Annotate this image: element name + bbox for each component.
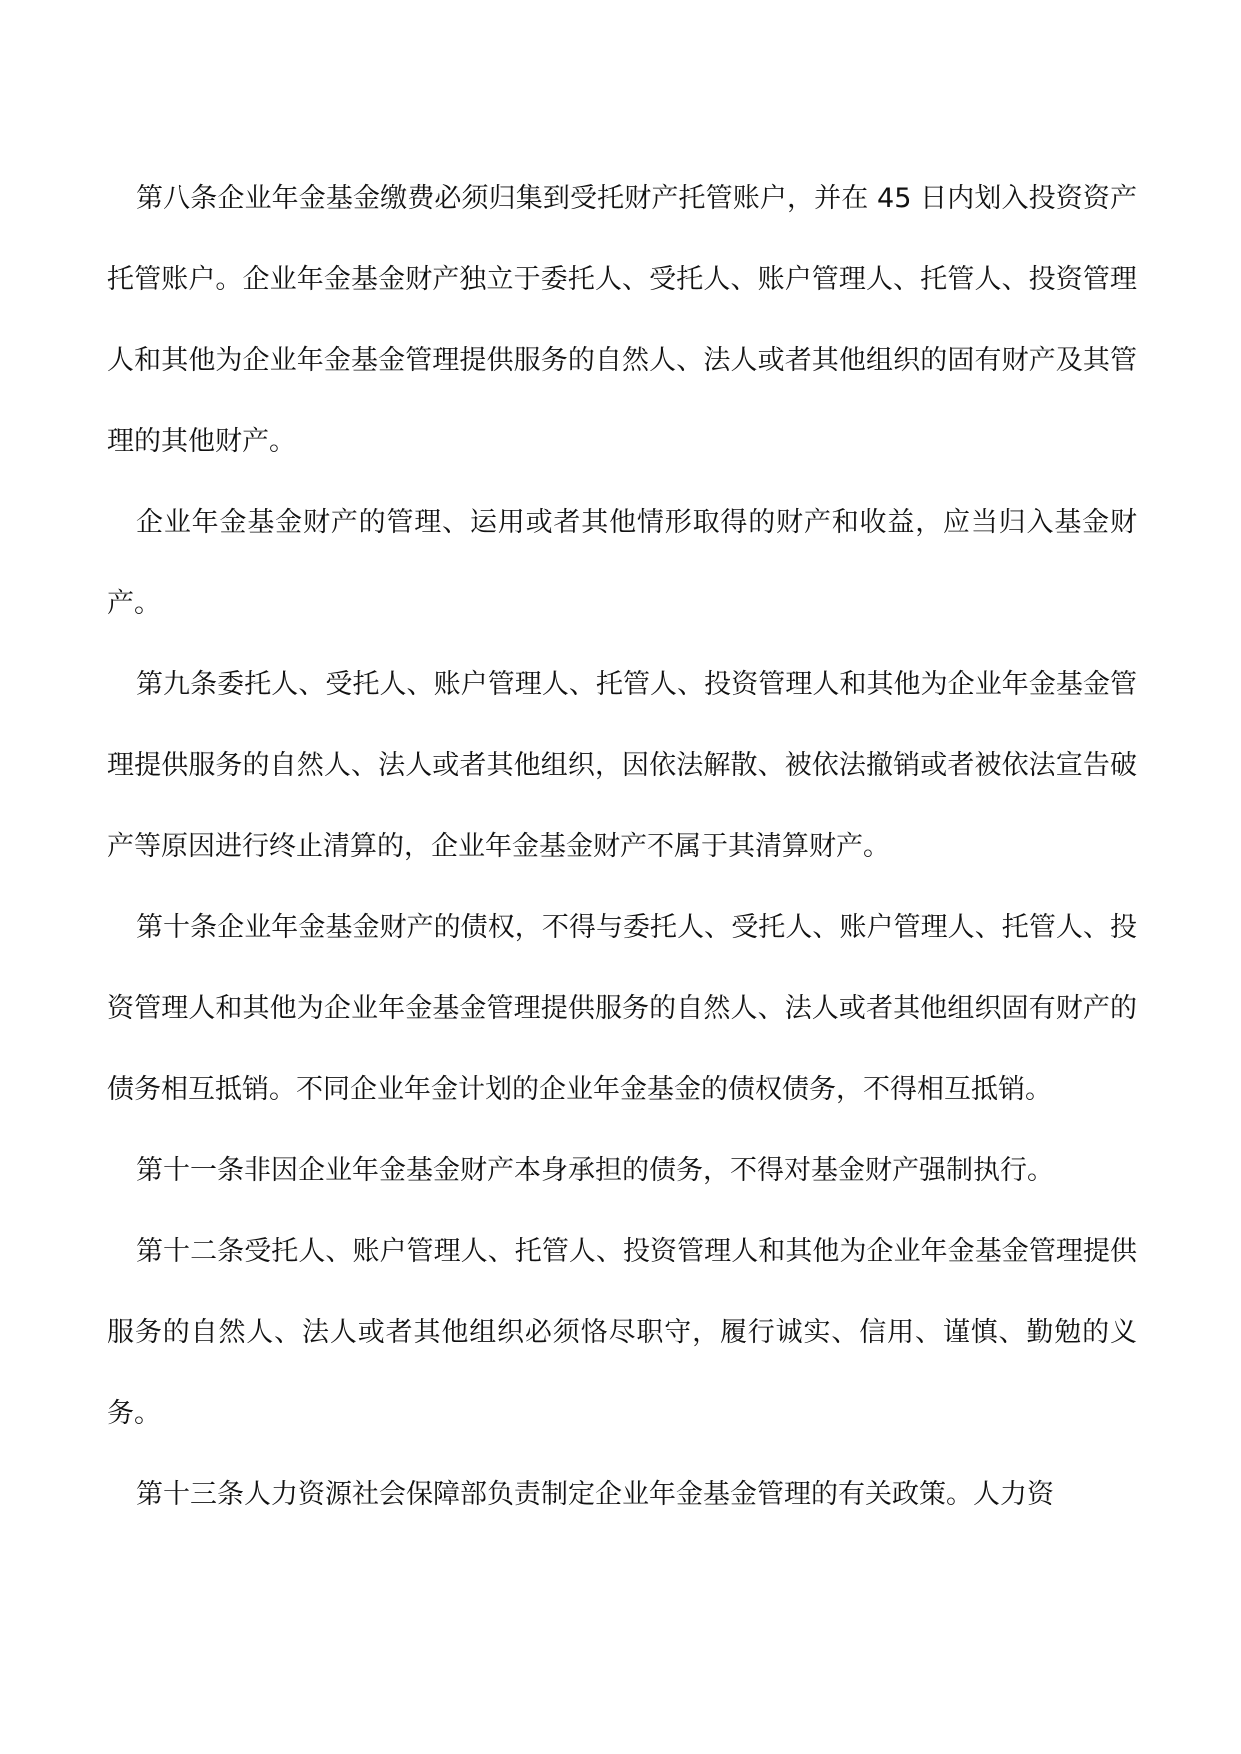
paragraph-article-8: 第八条企业年金基金缴费必须归集到受托财产托管账户，并在 45 日内划入投资资产托管账户。企业年金基金财产独立于委托人、受托人、账户管理人、托管人、投资管理人和其他为企业年金基金管理提供服务的自然人、法人或者其他组织的固有财产及其管理的其他财产。 (107, 183, 1137, 457)
paragraph-article-8-continued: 企业年金基金财产的管理、运用或者其他情形取得的财产和收益，应当归入基金财产。 (107, 507, 1137, 619)
document-body (107, 158, 1137, 1535)
paragraph-article-11: 第十一条非因企业年金基金财产本身承担的债务，不得对基金财产强制执行。 (136, 1155, 1054, 1186)
paragraph-article-13: 第十三条人力资源社会保障部负责制定企业年金基金管理的有关政策。人力资 (136, 1479, 1054, 1510)
paragraph-article-10: 第十条企业年金基金财产的债权，不得与委托人、受托人、账户管理人、托管人、投资管理人和其他为企业年金基金管理提供服务的自然人、法人或者其他组织固有财产的债务相互抵销。不同企业年金计划的企业年金基金的债权债务，不得相互抵销。 (107, 912, 1137, 1105)
paragraph-article-12: 第十二条受托人、账户管理人、托管人、投资管理人和其他为企业年金基金管理提供服务的自然人、法人或者其他组织必须恪尽职守，履行诚实、信用、谨慎、勤勉的义务。 (107, 1236, 1137, 1429)
paragraph-article-9: 第九条委托人、受托人、账户管理人、托管人、投资管理人和其他为企业年金基金管理提供服务的自然人、法人或者其他组织，因依法解散、被依法撤销或者被依法宣告破产等原因进行终止清算的，企业年金基金财产不属于其清算财产。 (107, 669, 1137, 862)
